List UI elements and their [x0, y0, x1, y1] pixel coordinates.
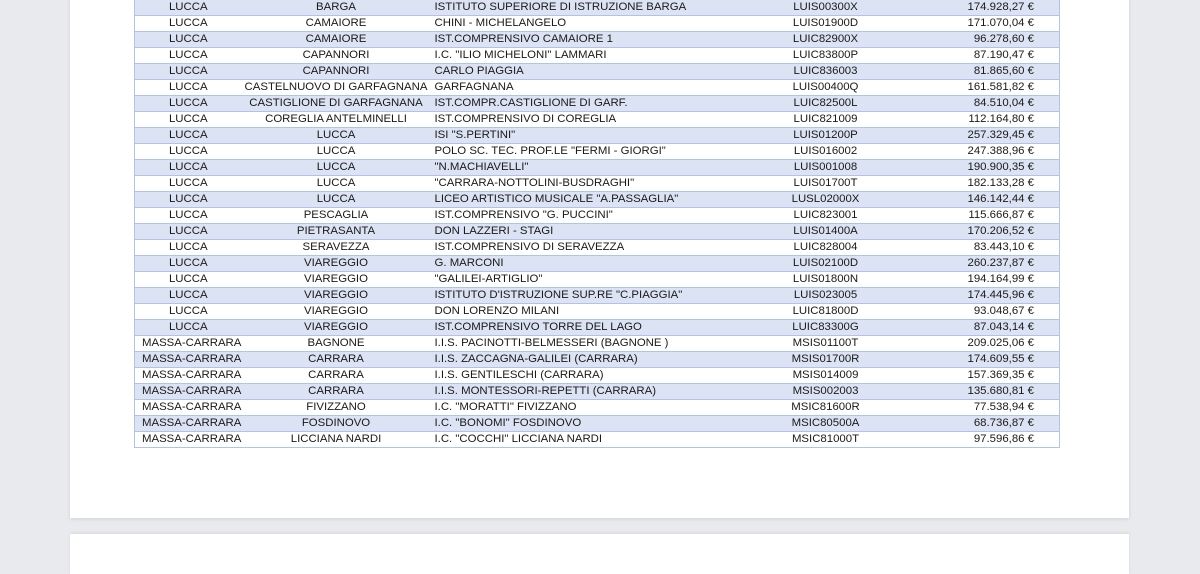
institute-cell: LICEO ARTISTICO MUSICALE "A.PASSAGLIA"	[431, 192, 761, 208]
amount-cell: 96.278,60 €	[891, 32, 1060, 48]
school-code-cell: MSIC81600R	[761, 400, 891, 416]
table-row	[135, 288, 1060, 304]
municipality-cell: CAMAIORE	[242, 32, 431, 48]
school-code-cell: MSIC81000T	[761, 432, 891, 448]
province-cell: MASSA-CARRARA	[135, 336, 242, 352]
table-row	[135, 32, 1060, 48]
institute-cell: I.I.S. MONTESSORI-REPETTI (CARRARA)	[431, 384, 761, 400]
school-code-cell: LUIS01700T	[761, 176, 891, 192]
municipality-cell: CARRARA	[242, 368, 431, 384]
amount-cell: 77.538,94 €	[891, 400, 1060, 416]
table-row	[135, 240, 1060, 256]
province-cell: LUCCA	[135, 0, 242, 16]
province-cell: MASSA-CARRARA	[135, 368, 242, 384]
table-row	[135, 160, 1060, 176]
province-cell: LUCCA	[135, 192, 242, 208]
amount-cell: 170.206,52 €	[891, 224, 1060, 240]
institute-cell: "GALILEI-ARTIGLIO"	[431, 272, 761, 288]
school-code-cell: LUIC821009	[761, 112, 891, 128]
province-cell: LUCCA	[135, 304, 242, 320]
province-cell: LUCCA	[135, 64, 242, 80]
school-code-cell: LUIC83800P	[761, 48, 891, 64]
school-code-cell: LUIS00300X	[761, 0, 891, 16]
school-code-cell: MSIS014009	[761, 368, 891, 384]
school-code-cell: LUIC83300G	[761, 320, 891, 336]
province-cell: LUCCA	[135, 208, 242, 224]
table-row	[135, 432, 1060, 448]
table-row	[135, 176, 1060, 192]
table-row	[135, 336, 1060, 352]
table-row	[135, 112, 1060, 128]
school-code-cell: MSIC80500A	[761, 416, 891, 432]
institute-cell: IST.COMPR.CASTIGLIONE DI GARF.	[431, 96, 761, 112]
municipality-cell: CASTIGLIONE DI GARFAGNANA	[242, 96, 431, 112]
institute-cell: IST.COMPRENSIVO TORRE DEL LAGO	[431, 320, 761, 336]
table-row	[135, 224, 1060, 240]
school-code-cell: MSIS002003	[761, 384, 891, 400]
school-code-cell: LUIS023005	[761, 288, 891, 304]
province-cell: LUCCA	[135, 16, 242, 32]
table-row	[135, 64, 1060, 80]
province-cell: MASSA-CARRARA	[135, 400, 242, 416]
amount-cell: 97.596,86 €	[891, 432, 1060, 448]
institute-cell: GARFAGNANA	[431, 80, 761, 96]
province-cell: LUCCA	[135, 32, 242, 48]
document-page	[70, 0, 1129, 518]
institute-cell: "N.MACHIAVELLI"	[431, 160, 761, 176]
municipality-cell: FIVIZZANO	[242, 400, 431, 416]
table-row	[135, 352, 1060, 368]
institute-cell: IST.COMPRENSIVO DI COREGLIA	[431, 112, 761, 128]
municipality-cell: LUCCA	[242, 128, 431, 144]
amount-cell: 182.133,28 €	[891, 176, 1060, 192]
municipality-cell: CARRARA	[242, 384, 431, 400]
school-code-cell: LUIC828004	[761, 240, 891, 256]
institute-cell: ISTITUTO SUPERIORE DI ISTRUZIONE BARGA	[431, 0, 761, 16]
province-cell: MASSA-CARRARA	[135, 416, 242, 432]
table-row	[135, 16, 1060, 32]
school-code-cell: LUIS016002	[761, 144, 891, 160]
school-code-cell: LUIC823001	[761, 208, 891, 224]
institute-cell: "CARRARA-NOTTOLINI-BUSDRAGHI"	[431, 176, 761, 192]
institute-cell: CARLO PIAGGIA	[431, 64, 761, 80]
province-cell: LUCCA	[135, 128, 242, 144]
amount-cell: 161.581,82 €	[891, 80, 1060, 96]
province-cell: LUCCA	[135, 144, 242, 160]
amount-cell: 115.666,87 €	[891, 208, 1060, 224]
amount-cell: 247.388,96 €	[891, 144, 1060, 160]
province-cell: LUCCA	[135, 160, 242, 176]
institute-cell: I.C. "BONOMI" FOSDINOVO	[431, 416, 761, 432]
municipality-cell: CARRARA	[242, 352, 431, 368]
table-row	[135, 400, 1060, 416]
municipality-cell: BAGNONE	[242, 336, 431, 352]
municipality-cell: LUCCA	[242, 192, 431, 208]
amount-cell: 194.164,99 €	[891, 272, 1060, 288]
institute-cell: IST.COMPRENSIVO DI SERAVEZZA	[431, 240, 761, 256]
table-row	[135, 304, 1060, 320]
table-row	[135, 0, 1060, 16]
municipality-cell: LUCCA	[242, 160, 431, 176]
amount-cell: 257.329,45 €	[891, 128, 1060, 144]
municipality-cell: VIAREGGIO	[242, 288, 431, 304]
institute-cell: ISTITUTO D'ISTRUZIONE SUP.RE "C.PIAGGIA"	[431, 288, 761, 304]
school-code-cell: MSIS01700R	[761, 352, 891, 368]
municipality-cell: LUCCA	[242, 144, 431, 160]
amount-cell: 84.510,04 €	[891, 96, 1060, 112]
municipality-cell: SERAVEZZA	[242, 240, 431, 256]
amount-cell: 87.043,14 €	[891, 320, 1060, 336]
school-code-cell: MSIS01100T	[761, 336, 891, 352]
table-body	[135, 0, 1060, 448]
table-row	[135, 416, 1060, 432]
province-cell: MASSA-CARRARA	[135, 352, 242, 368]
school-code-cell: LUIS01200P	[761, 128, 891, 144]
province-cell: MASSA-CARRARA	[135, 384, 242, 400]
institute-cell: DON LAZZERI - STAGI	[431, 224, 761, 240]
province-cell: LUCCA	[135, 272, 242, 288]
amount-cell: 146.142,44 €	[891, 192, 1060, 208]
table-row	[135, 208, 1060, 224]
school-code-cell: LUIS001008	[761, 160, 891, 176]
table-row	[135, 80, 1060, 96]
municipality-cell: PIETRASANTA	[242, 224, 431, 240]
municipality-cell: VIAREGGIO	[242, 272, 431, 288]
municipality-cell: BARGA	[242, 0, 431, 16]
table-row	[135, 384, 1060, 400]
province-cell: LUCCA	[135, 112, 242, 128]
municipality-cell: CASTELNUOVO DI GARFAGNANA	[242, 80, 431, 96]
amount-cell: 112.164,80 €	[891, 112, 1060, 128]
school-code-cell: LUIS01900D	[761, 16, 891, 32]
school-code-cell: LUIS00400Q	[761, 80, 891, 96]
school-code-cell: LUSL02000X	[761, 192, 891, 208]
table-row	[135, 144, 1060, 160]
school-code-cell: LUIS01400A	[761, 224, 891, 240]
municipality-cell: VIAREGGIO	[242, 320, 431, 336]
next-document-page	[70, 534, 1129, 574]
province-cell: LUCCA	[135, 240, 242, 256]
institute-cell: ISI "S.PERTINI"	[431, 128, 761, 144]
amount-cell: 171.070,04 €	[891, 16, 1060, 32]
amount-cell: 93.048,67 €	[891, 304, 1060, 320]
table-row	[135, 272, 1060, 288]
amount-cell: 174.928,27 €	[891, 0, 1060, 16]
municipality-cell: VIAREGGIO	[242, 304, 431, 320]
school-code-cell: LUIS01800N	[761, 272, 891, 288]
table-row	[135, 256, 1060, 272]
province-cell: LUCCA	[135, 96, 242, 112]
institute-cell: DON LORENZO MILANI	[431, 304, 761, 320]
institute-cell: G. MARCONI	[431, 256, 761, 272]
institute-cell: I.I.S. ZACCAGNA-GALILEI (CARRARA)	[431, 352, 761, 368]
municipality-cell: LICCIANA NARDI	[242, 432, 431, 448]
municipality-cell: VIAREGGIO	[242, 256, 431, 272]
institute-cell: I.C. "MORATTI" FIVIZZANO	[431, 400, 761, 416]
amount-cell: 190.900,35 €	[891, 160, 1060, 176]
school-code-cell: LUIS02100D	[761, 256, 891, 272]
municipality-cell: CAPANNORI	[242, 48, 431, 64]
amount-cell: 174.609,55 €	[891, 352, 1060, 368]
municipality-cell: FOSDINOVO	[242, 416, 431, 432]
school-code-cell: LUIC836003	[761, 64, 891, 80]
institute-cell: I.I.S. PACINOTTI-BELMESSERI (BAGNONE )	[431, 336, 761, 352]
institute-cell: I.C. "COCCHI" LICCIANA NARDI	[431, 432, 761, 448]
municipality-cell: CAPANNORI	[242, 64, 431, 80]
institute-cell: IST.COMPRENSIVO CAMAIORE 1	[431, 32, 761, 48]
amount-cell: 260.237,87 €	[891, 256, 1060, 272]
amount-cell: 68.736,87 €	[891, 416, 1060, 432]
table-row	[135, 320, 1060, 336]
amount-cell: 87.190,47 €	[891, 48, 1060, 64]
province-cell: LUCCA	[135, 320, 242, 336]
province-cell: LUCCA	[135, 48, 242, 64]
table-row	[135, 48, 1060, 64]
province-cell: LUCCA	[135, 256, 242, 272]
province-cell: LUCCA	[135, 224, 242, 240]
province-cell: LUCCA	[135, 288, 242, 304]
table-row	[135, 128, 1060, 144]
school-code-cell: LUIC81800D	[761, 304, 891, 320]
school-code-cell: LUIC82900X	[761, 32, 891, 48]
amount-cell: 174.445,96 €	[891, 288, 1060, 304]
schools-funding-table	[134, 0, 1060, 448]
table-row	[135, 96, 1060, 112]
amount-cell: 83.443,10 €	[891, 240, 1060, 256]
province-cell: MASSA-CARRARA	[135, 432, 242, 448]
amount-cell: 209.025,06 €	[891, 336, 1060, 352]
institute-cell: CHINI - MICHELANGELO	[431, 16, 761, 32]
amount-cell: 81.865,60 €	[891, 64, 1060, 80]
table-row	[135, 368, 1060, 384]
municipality-cell: PESCAGLIA	[242, 208, 431, 224]
amount-cell: 157.369,35 €	[891, 368, 1060, 384]
province-cell: LUCCA	[135, 80, 242, 96]
province-cell: LUCCA	[135, 176, 242, 192]
institute-cell: IST.COMPRENSIVO "G. PUCCINI"	[431, 208, 761, 224]
municipality-cell: CAMAIORE	[242, 16, 431, 32]
institute-cell: POLO SC. TEC. PROF.LE "FERMI - GIORGI"	[431, 144, 761, 160]
institute-cell: I.I.S. GENTILESCHI (CARRARA)	[431, 368, 761, 384]
school-code-cell: LUIC82500L	[761, 96, 891, 112]
amount-cell: 135.680,81 €	[891, 384, 1060, 400]
institute-cell: I.C. "ILIO MICHELONI" LAMMARI	[431, 48, 761, 64]
municipality-cell: COREGLIA ANTELMINELLI	[242, 112, 431, 128]
table-row	[135, 192, 1060, 208]
municipality-cell: LUCCA	[242, 176, 431, 192]
